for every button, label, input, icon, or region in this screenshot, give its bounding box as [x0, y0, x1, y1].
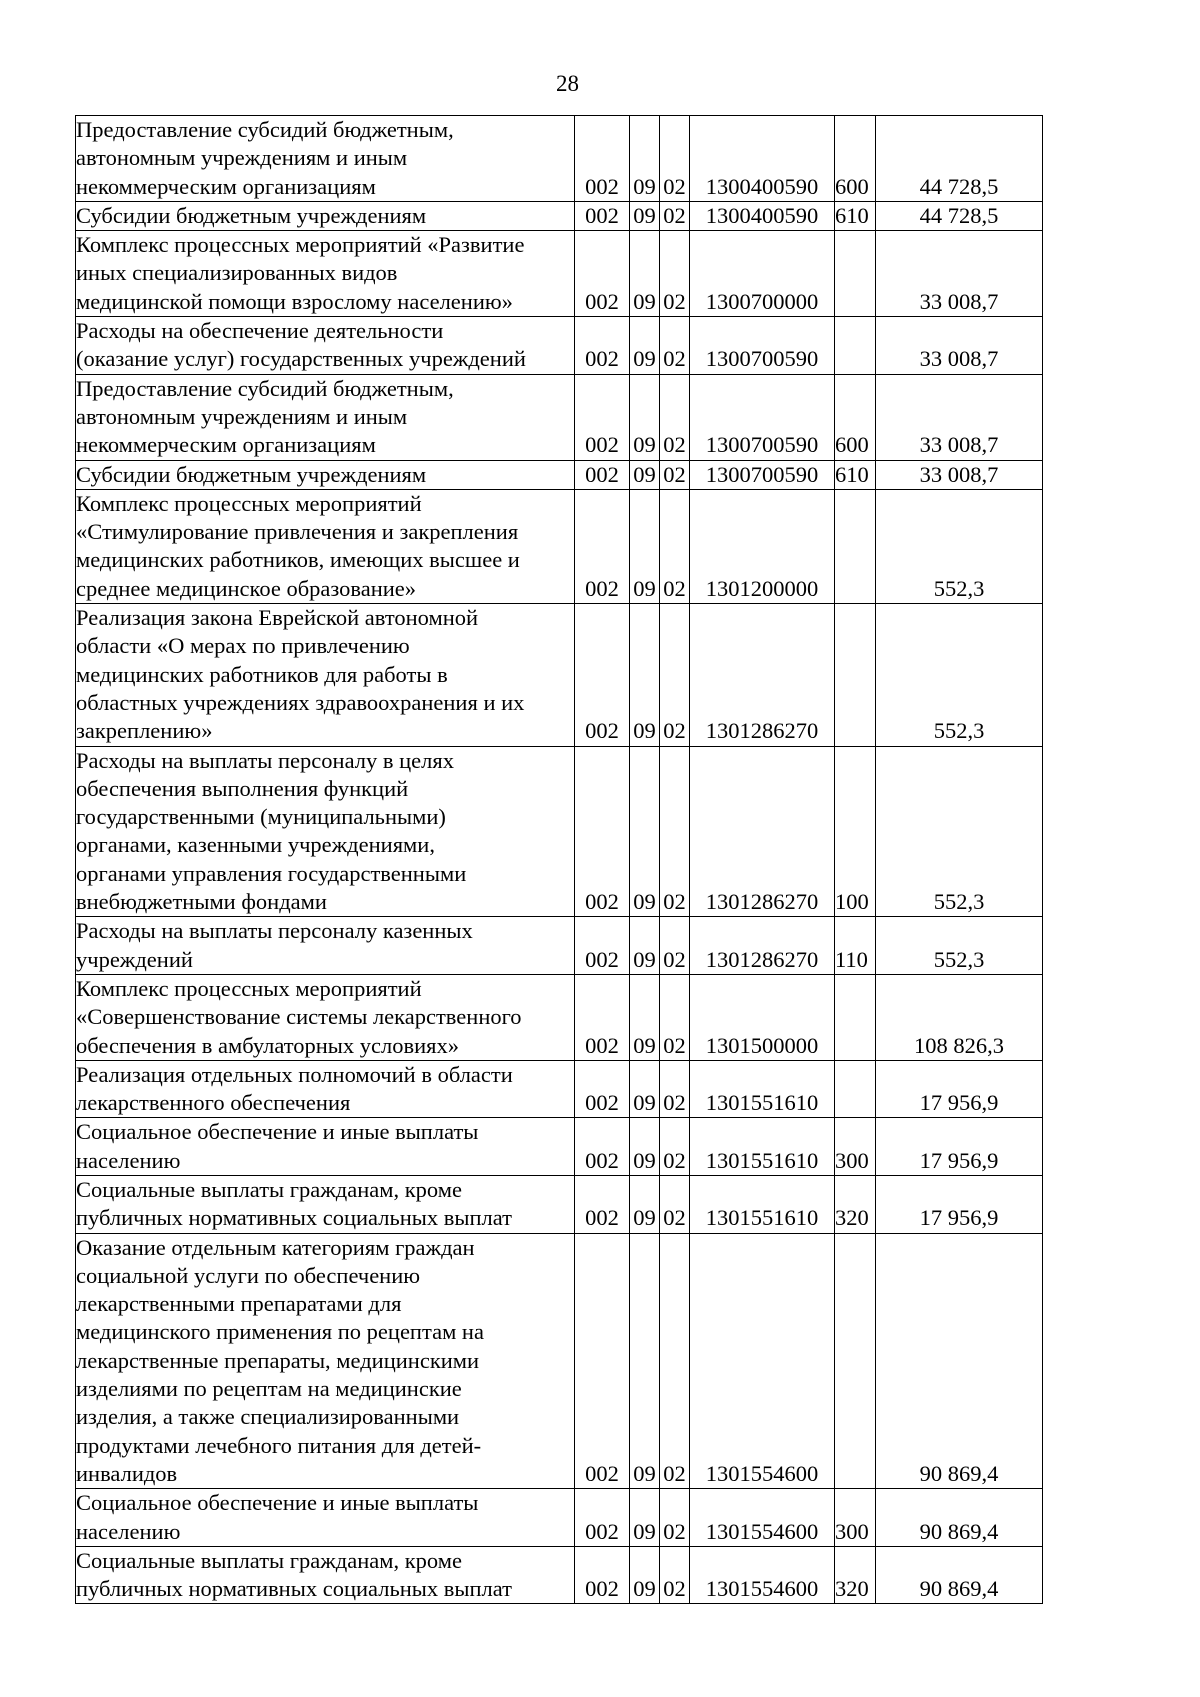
section-code-cell: 09: [630, 746, 660, 917]
row-name-line: обеспечения выполнения функций: [76, 775, 409, 801]
row-name-line: среднее медицинское образование»: [76, 575, 417, 601]
section-code-cell: 09: [630, 231, 660, 317]
row-name-cell: [76, 1546, 575, 1604]
table-row: [76, 1118, 1043, 1176]
section-code-cell: 09: [630, 1233, 660, 1489]
amount-cell: 90 869,4: [876, 1233, 1043, 1489]
target-article-cell: 1301500000: [690, 974, 835, 1060]
subsection-code-cell: 02: [660, 317, 690, 375]
subsection-code-cell: 02: [660, 604, 690, 746]
amount-cell: 17 956,9: [876, 1175, 1043, 1233]
ministry-code-cell: 002: [575, 1118, 630, 1176]
row-name-line: областных учреждениях здравоохранения и их: [76, 689, 525, 715]
section-code-cell: 09: [630, 1118, 660, 1176]
table-row: [76, 116, 1043, 202]
amount-cell: 33 008,7: [876, 374, 1043, 460]
table-row: [76, 489, 1043, 603]
row-name-cell: [76, 746, 575, 917]
amount-cell: 90 869,4: [876, 1489, 1043, 1547]
target-article-cell: 1301554600: [690, 1489, 835, 1547]
section-code-cell: 09: [630, 917, 660, 975]
row-name-line: лекарственного обеспечения: [76, 1090, 351, 1116]
row-name-cell: [76, 974, 575, 1060]
subsection-code-cell: 02: [660, 1546, 690, 1604]
target-article-cell: 1301554600: [690, 1233, 835, 1489]
ministry-code-cell: 002: [575, 489, 630, 603]
row-name-cell: [76, 1175, 575, 1233]
section-code-cell: 09: [630, 1175, 660, 1233]
expense-type-cell: 600: [835, 116, 876, 202]
row-name-line: изделиями по рецептам на медицинские: [76, 1376, 462, 1402]
target-article-cell: 1300700590: [690, 374, 835, 460]
row-name-line: Реализация отдельных полномочий в области: [76, 1061, 513, 1087]
amount-cell: 90 869,4: [876, 1546, 1043, 1604]
target-article-cell: 1301551610: [690, 1175, 835, 1233]
row-name-cell: [76, 917, 575, 975]
target-article-cell: 1301551610: [690, 1060, 835, 1118]
expense-type-cell: 320: [835, 1546, 876, 1604]
section-code-cell: 09: [630, 974, 660, 1060]
expense-type-cell: [835, 231, 876, 317]
table-row: [76, 1546, 1043, 1604]
row-name-line: медицинского применения по рецептам на: [76, 1319, 484, 1345]
row-name-line: учреждений: [76, 946, 193, 972]
subsection-code-cell: 02: [660, 1060, 690, 1118]
row-name-line: изделия, а также специализированными: [76, 1404, 460, 1430]
row-name-line: публичных нормативных социальных выплат: [76, 1205, 512, 1231]
row-name-cell: [76, 489, 575, 603]
subsection-code-cell: 02: [660, 746, 690, 917]
amount-cell: 17 956,9: [876, 1060, 1043, 1118]
row-name-cell: [76, 1233, 575, 1489]
row-name-line: «Стимулирование привлечения и закрепления: [76, 519, 519, 545]
table-row: [76, 231, 1043, 317]
subsection-code-cell: 02: [660, 974, 690, 1060]
row-name-line: медицинских работников для работы в: [76, 661, 448, 687]
row-name-line: некоммерческим организациям: [76, 432, 376, 458]
row-name-line: Социальные выплаты гражданам, кроме: [76, 1176, 462, 1202]
row-name-line: Комплекс процессных мероприятий: [76, 975, 422, 1001]
row-name-cell: [76, 317, 575, 375]
row-name-line: иных специализированных видов: [76, 260, 398, 286]
row-name-line: Реализация закона Еврейской автономной: [76, 605, 479, 631]
row-name-line: Комплекс процессных мероприятий «Развитие: [76, 232, 525, 258]
row-name-line: «Совершенствование системы лекарственного: [76, 1004, 522, 1030]
table-row: [76, 1175, 1043, 1233]
target-article-cell: 1301551610: [690, 1118, 835, 1176]
table-row: [76, 974, 1043, 1060]
row-name-cell: [76, 1060, 575, 1118]
expense-type-cell: 320: [835, 1175, 876, 1233]
budget-table: [75, 115, 1043, 1604]
row-name-line: населению: [76, 1147, 181, 1173]
row-name-line: лекарственные препараты, медицинскими: [76, 1347, 480, 1373]
row-name-line: лекарственными препаратами для: [76, 1291, 402, 1317]
table-row: [76, 201, 1043, 230]
subsection-code-cell: 02: [660, 374, 690, 460]
ministry-code-cell: 002: [575, 1489, 630, 1547]
table-row: [76, 317, 1043, 375]
row-name-line: продуктами лечебного питания для детей-: [76, 1432, 482, 1458]
ministry-code-cell: 002: [575, 917, 630, 975]
row-name-line: Социальное обеспечение и иные выплаты: [76, 1119, 479, 1145]
row-name-line: Комплекс процессных мероприятий: [76, 490, 422, 516]
expense-type-cell: 100: [835, 746, 876, 917]
section-code-cell: 09: [630, 201, 660, 230]
section-code-cell: 09: [630, 374, 660, 460]
row-name-line: Предоставление субсидий бюджетным,: [76, 117, 454, 142]
row-name-cell: [76, 1489, 575, 1547]
row-name-line: некоммерческим организациям: [76, 173, 376, 199]
expense-type-cell: [835, 604, 876, 746]
table-row: [76, 917, 1043, 975]
row-name-line: Расходы на выплаты персоналу в целях: [76, 747, 454, 773]
subsection-code-cell: 02: [660, 1118, 690, 1176]
expense-type-cell: 610: [835, 460, 876, 489]
row-name-line: области «О мерах по привлечению: [76, 633, 410, 659]
expense-type-cell: [835, 1233, 876, 1489]
section-code-cell: 09: [630, 604, 660, 746]
table-row: [76, 1233, 1043, 1489]
row-name-line: Расходы на обеспечение деятельности: [76, 318, 444, 344]
subsection-code-cell: 02: [660, 917, 690, 975]
ministry-code-cell: 002: [575, 1233, 630, 1489]
section-code-cell: 09: [630, 1546, 660, 1604]
table-row: [76, 604, 1043, 746]
amount-cell: 44 728,5: [876, 116, 1043, 202]
ministry-code-cell: 002: [575, 374, 630, 460]
amount-cell: 552,3: [876, 917, 1043, 975]
ministry-code-cell: 002: [575, 1175, 630, 1233]
row-name-line: органами, казенными учреждениями,: [76, 832, 435, 858]
ministry-code-cell: 002: [575, 974, 630, 1060]
row-name-line: Расходы на выплаты персоналу казенных: [76, 918, 473, 944]
expense-type-cell: [835, 974, 876, 1060]
row-name-line: внебюджетными фондами: [76, 889, 327, 915]
row-name-line: Социальное обеспечение и иные выплаты: [76, 1490, 479, 1516]
row-name-line: публичных нормативных социальных выплат: [76, 1576, 512, 1602]
row-name-line: Субсидии бюджетным учреждениям: [76, 461, 427, 487]
table-row: [76, 746, 1043, 917]
row-name-line: инвалидов: [76, 1460, 178, 1486]
subsection-code-cell: 02: [660, 231, 690, 317]
row-name-line: Предоставление субсидий бюджетным,: [76, 375, 454, 401]
section-code-cell: 09: [630, 460, 660, 489]
target-article-cell: 1300400590: [690, 116, 835, 202]
row-name-cell: [76, 1118, 575, 1176]
row-name-cell: [76, 604, 575, 746]
row-name-line: автономным учреждениям и иным: [76, 403, 408, 429]
section-code-cell: 09: [630, 317, 660, 375]
amount-cell: 108 826,3: [876, 974, 1043, 1060]
row-name-line: Социальные выплаты гражданам, кроме: [76, 1547, 462, 1573]
row-name-line: закреплению»: [76, 718, 213, 744]
expense-type-cell: 610: [835, 201, 876, 230]
target-article-cell: 1300700590: [690, 317, 835, 375]
subsection-code-cell: 02: [660, 201, 690, 230]
expense-type-cell: 110: [835, 917, 876, 975]
subsection-code-cell: 02: [660, 460, 690, 489]
row-name-cell: [76, 201, 575, 230]
row-name-line: органами управления государственными: [76, 860, 467, 886]
amount-cell: 552,3: [876, 746, 1043, 917]
expense-type-cell: [835, 317, 876, 375]
target-article-cell: 1301200000: [690, 489, 835, 603]
target-article-cell: 1300700590: [690, 460, 835, 489]
row-name-line: государственными (муниципальными): [76, 804, 446, 830]
target-article-cell: 1301286270: [690, 917, 835, 975]
ministry-code-cell: 002: [575, 116, 630, 202]
target-article-cell: 1301286270: [690, 746, 835, 917]
ministry-code-cell: 002: [575, 1546, 630, 1604]
table-row: [76, 374, 1043, 460]
row-name-line: социальной услуги по обеспечению: [76, 1262, 421, 1288]
table-row: [76, 1060, 1043, 1118]
row-name-line: автономным учреждениям и иным: [76, 145, 408, 171]
section-code-cell: 09: [630, 116, 660, 202]
target-article-cell: 1300700000: [690, 231, 835, 317]
row-name-cell: [76, 231, 575, 317]
amount-cell: 17 956,9: [876, 1118, 1043, 1176]
ministry-code-cell: 002: [575, 1060, 630, 1118]
row-name-line: медицинских работников, имеющих высшее и: [76, 547, 520, 573]
ministry-code-cell: 002: [575, 460, 630, 489]
amount-cell: 552,3: [876, 604, 1043, 746]
amount-cell: 33 008,7: [876, 317, 1043, 375]
expense-type-cell: [835, 1060, 876, 1118]
table-row: [76, 460, 1043, 489]
subsection-code-cell: 02: [660, 1233, 690, 1489]
ministry-code-cell: 002: [575, 746, 630, 917]
amount-cell: 33 008,7: [876, 231, 1043, 317]
expense-type-cell: 300: [835, 1489, 876, 1547]
target-article-cell: 1301286270: [690, 604, 835, 746]
target-article-cell: 1300400590: [690, 201, 835, 230]
amount-cell: 44 728,5: [876, 201, 1043, 230]
ministry-code-cell: 002: [575, 231, 630, 317]
row-name-line: (оказание услуг) государственных учреждений: [76, 346, 526, 372]
page-number: 28: [556, 71, 579, 96]
table-body: [76, 116, 1043, 1604]
expense-type-cell: 600: [835, 374, 876, 460]
ministry-code-cell: 002: [575, 201, 630, 230]
row-name-line: медицинской помощи взрослому населению»: [76, 288, 513, 314]
expense-type-cell: [835, 489, 876, 603]
section-code-cell: 09: [630, 1060, 660, 1118]
ministry-code-cell: 002: [575, 604, 630, 746]
row-name-line: населению: [76, 1518, 181, 1544]
section-code-cell: 09: [630, 1489, 660, 1547]
row-name-line: Субсидии бюджетным учреждениям: [76, 202, 427, 228]
subsection-code-cell: 02: [660, 116, 690, 202]
subsection-code-cell: 02: [660, 489, 690, 603]
amount-cell: 552,3: [876, 489, 1043, 603]
row-name-line: Оказание отдельным категориям граждан: [76, 1234, 475, 1260]
row-name-cell: [76, 460, 575, 489]
row-name-cell: [76, 116, 575, 202]
table-row: [76, 1489, 1043, 1547]
subsection-code-cell: 02: [660, 1175, 690, 1233]
amount-cell: 33 008,7: [876, 460, 1043, 489]
subsection-code-cell: 02: [660, 1489, 690, 1547]
ministry-code-cell: 002: [575, 317, 630, 375]
row-name-cell: [76, 374, 575, 460]
target-article-cell: 1301554600: [690, 1546, 835, 1604]
row-name-line: обеспечения в амбулаторных условиях»: [76, 1032, 460, 1058]
section-code-cell: 09: [630, 489, 660, 603]
expense-type-cell: 300: [835, 1118, 876, 1176]
